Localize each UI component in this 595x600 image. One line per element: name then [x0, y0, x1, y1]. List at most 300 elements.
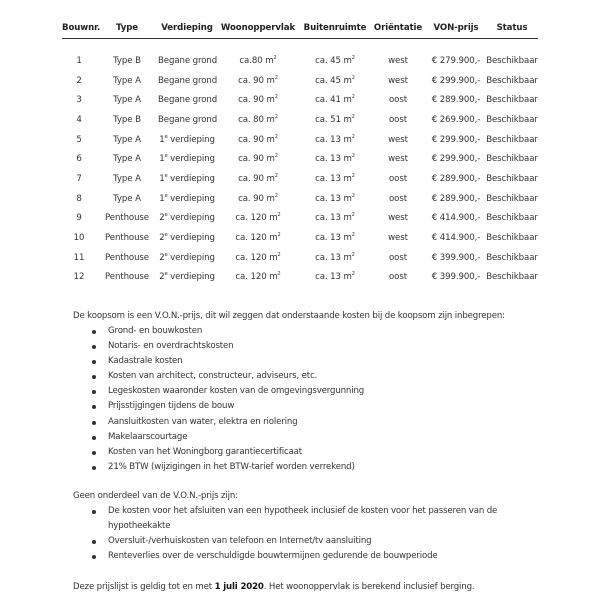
unit-superscript: 2	[351, 172, 355, 179]
unit-superscript: 2	[277, 271, 281, 278]
cell-von-prijs	[426, 189, 486, 209]
cell-verdieping	[158, 189, 216, 209]
list-item	[92, 384, 364, 399]
price-value: € 289.900,-	[431, 193, 481, 204]
cell-buitenruimte	[300, 71, 370, 91]
validity-suffix: . Het woonoppervlak is berekend inclusief berging.	[263, 582, 475, 592]
list-item-text: Kadastrale kosten	[108, 356, 183, 367]
status-value: Beschikbaar	[486, 272, 538, 283]
area-value: ca. 120 m	[235, 233, 278, 244]
cell-verdieping	[158, 149, 216, 169]
area-value: ca. 80 m	[238, 114, 275, 125]
list-item-text: Kosten van architect, constructeur, adviseurs, etc.	[108, 371, 318, 382]
list-item	[92, 324, 364, 339]
header-von-prijs: VON-prijs	[426, 18, 486, 39]
outdoor-value: ca. 51 m	[315, 114, 352, 125]
floor-suffix: e	[164, 172, 168, 179]
area-value: ca. 90 m	[238, 75, 275, 86]
cell-von-prijs	[426, 39, 486, 71]
floor-number: 1	[159, 154, 165, 165]
bouwnr-value: 9	[76, 213, 82, 224]
bullet-icon	[92, 375, 96, 379]
cell-bouwnr	[62, 71, 96, 91]
orientation-value: west	[388, 75, 408, 86]
list-item-text: Grond- en bouwkosten	[108, 326, 203, 336]
status-value: Beschikbaar	[486, 134, 538, 145]
header-type: Type	[96, 18, 158, 39]
table-row	[62, 228, 538, 248]
floor-label: verdieping	[167, 233, 215, 244]
cell-buitenruimte	[300, 169, 370, 189]
list-item-text: Kosten van het Woningborg garantiecertificaat	[108, 446, 303, 457]
area-value: ca. 90 m	[238, 154, 275, 165]
list-item-text: Notaris- en overdrachtskosten	[108, 341, 234, 352]
cell-bouwnr	[62, 169, 96, 189]
cell-buitenruimte	[300, 228, 370, 248]
floor-label: verdieping	[167, 252, 215, 263]
cell-verdieping	[158, 209, 216, 229]
area-value: ca. 90 m	[238, 95, 275, 106]
list-item	[92, 369, 364, 384]
price-value: € 414.900,-	[431, 213, 481, 224]
cell-status	[486, 189, 538, 209]
floor-number: 1	[159, 193, 165, 204]
bullet-icon	[92, 436, 96, 440]
unit-superscript: 2	[277, 232, 281, 239]
cell-status	[486, 110, 538, 130]
price-value: € 289.900,-	[431, 95, 481, 106]
price-value: € 399.900,-	[431, 272, 481, 283]
orientation-value: west	[388, 154, 408, 165]
cell-von-prijs	[426, 130, 486, 150]
unit-superscript: 2	[274, 192, 278, 199]
price-value: € 269.900,-	[431, 114, 481, 125]
cell-buitenruimte	[300, 130, 370, 150]
excluded-list	[92, 504, 497, 564]
bouwnr-value: 4	[76, 114, 82, 125]
cell-orientatie	[370, 268, 426, 288]
cell-bouwnr	[62, 39, 96, 71]
floor-label: Begane grond	[158, 55, 218, 66]
cell-status	[486, 209, 538, 229]
status-value: Beschikbaar	[486, 213, 538, 224]
cell-woonoppervlak	[216, 248, 300, 268]
status-value: Beschikbaar	[486, 154, 538, 165]
type-value: Penthouse	[105, 233, 149, 244]
type-value: Penthouse	[105, 252, 149, 263]
floor-number: 2	[159, 213, 165, 224]
list-item	[92, 339, 364, 354]
cell-orientatie	[370, 248, 426, 268]
floor-suffix: e	[164, 212, 168, 219]
unit-superscript: 2	[351, 54, 355, 61]
bullet-icon	[92, 405, 96, 409]
bullet-icon	[92, 540, 96, 544]
floor-suffix: e	[164, 232, 168, 239]
area-value: ca.80 m	[239, 55, 274, 66]
unit-superscript: 2	[351, 192, 355, 199]
status-value: Beschikbaar	[486, 75, 538, 86]
cell-woonoppervlak	[216, 90, 300, 110]
bouwnr-value: 6	[76, 154, 82, 165]
orientation-value: oost	[389, 95, 407, 106]
cell-verdieping	[158, 130, 216, 150]
outdoor-value: ca. 13 m	[315, 154, 352, 165]
cell-von-prijs	[426, 149, 486, 169]
cell-type	[96, 90, 158, 110]
table-row	[62, 268, 538, 288]
unit-superscript: 2	[351, 94, 355, 101]
orientation-value: west	[388, 213, 408, 224]
cell-orientatie	[370, 130, 426, 150]
cell-orientatie	[370, 90, 426, 110]
cell-bouwnr	[62, 110, 96, 130]
cell-orientatie	[370, 39, 426, 71]
included-intro: De koopsom is een V.O.N.-prijs, dit wil zeggen dat onderstaande kosten bij de koopsom zijn inbegrepen:	[73, 311, 505, 321]
cell-von-prijs	[426, 268, 486, 288]
bullet-icon	[92, 360, 96, 364]
list-item-text: Oversluit-/verhuiskosten van telefoon en Internet/tv aansluiting	[108, 536, 372, 547]
type-value: Penthouse	[105, 272, 149, 283]
list-item-text: Makelaarscourtage	[108, 431, 188, 442]
cell-type	[96, 189, 158, 209]
cell-status	[486, 39, 538, 71]
list-item-text-continued: hypotheekakte	[108, 521, 171, 532]
list-item	[92, 445, 364, 460]
cell-buitenruimte	[300, 209, 370, 229]
type-value: Penthouse	[105, 213, 149, 224]
outdoor-value: ca. 41 m	[315, 95, 352, 106]
table-row	[62, 130, 538, 150]
list-item	[92, 460, 364, 475]
table-row	[62, 149, 538, 169]
cell-status	[486, 130, 538, 150]
excluded-intro: Geen onderdeel van de V.O.N.-prijs zijn:	[73, 491, 238, 501]
cell-status	[486, 71, 538, 91]
unit-superscript: 2	[351, 74, 355, 81]
cell-woonoppervlak	[216, 209, 300, 229]
table-row	[62, 189, 538, 209]
price-table	[62, 18, 538, 287]
cell-von-prijs	[426, 169, 486, 189]
outdoor-value: ca. 13 m	[315, 193, 352, 204]
cell-status	[486, 228, 538, 248]
cell-verdieping	[158, 39, 216, 71]
cell-woonoppervlak	[216, 39, 300, 71]
cell-orientatie	[370, 189, 426, 209]
unit-superscript: 2	[351, 251, 355, 258]
included-list	[92, 324, 364, 475]
bouwnr-value: 8	[76, 193, 82, 204]
cell-buitenruimte	[300, 189, 370, 209]
cell-bouwnr	[62, 90, 96, 110]
bouwnr-value: 10	[73, 233, 85, 244]
outdoor-value: ca. 13 m	[315, 134, 352, 145]
header-status: Status	[486, 18, 538, 39]
floor-label: verdieping	[167, 213, 215, 224]
area-value: ca. 90 m	[238, 134, 275, 145]
list-item	[92, 534, 497, 549]
cell-status	[486, 90, 538, 110]
floor-label: Begane grond	[158, 114, 218, 125]
floor-label: verdieping	[167, 154, 215, 165]
cell-verdieping	[158, 248, 216, 268]
unit-superscript: 2	[351, 271, 355, 278]
cell-woonoppervlak	[216, 169, 300, 189]
cell-verdieping	[158, 228, 216, 248]
cell-buitenruimte	[300, 149, 370, 169]
cell-woonoppervlak	[216, 110, 300, 130]
unit-superscript: 2	[274, 74, 278, 81]
table-row	[62, 248, 538, 268]
floor-suffix: e	[164, 192, 168, 199]
type-value: Type A	[113, 75, 141, 86]
type-value: Type A	[113, 173, 141, 184]
cell-bouwnr	[62, 189, 96, 209]
bouwnr-value: 7	[76, 173, 82, 184]
status-value: Beschikbaar	[486, 95, 538, 106]
outdoor-value: ca. 13 m	[315, 233, 352, 244]
bouwnr-value: 2	[76, 75, 82, 86]
cell-type	[96, 228, 158, 248]
cell-type	[96, 130, 158, 150]
orientation-value: oost	[389, 252, 407, 263]
price-value: € 299.900,-	[431, 154, 481, 165]
floor-label: Begane grond	[158, 95, 218, 106]
cell-verdieping	[158, 90, 216, 110]
table-row	[62, 71, 538, 91]
cell-woonoppervlak	[216, 130, 300, 150]
header-buitenruimte: Buitenruimte	[300, 18, 370, 39]
floor-label: verdieping	[167, 134, 215, 145]
cell-bouwnr	[62, 228, 96, 248]
unit-superscript: 2	[274, 113, 278, 120]
list-item-text: Renteverlies over de verschuldigde bouwtermijnen gedurende de bouwperiode	[108, 551, 438, 562]
list-item	[92, 430, 364, 445]
floor-number: 2	[159, 233, 165, 244]
orientation-value: oost	[389, 173, 407, 184]
type-value: Type A	[113, 134, 141, 145]
cell-status	[486, 169, 538, 189]
bullet-icon	[92, 451, 96, 455]
type-value: Type B	[113, 55, 141, 66]
cell-status	[486, 149, 538, 169]
area-value: ca. 120 m	[235, 252, 278, 263]
floor-number: 2	[159, 252, 165, 263]
status-value: Beschikbaar	[486, 233, 538, 244]
cell-woonoppervlak	[216, 268, 300, 288]
cell-woonoppervlak	[216, 228, 300, 248]
unit-superscript: 2	[351, 153, 355, 160]
area-value: ca. 120 m	[235, 272, 278, 283]
price-value: € 399.900,-	[431, 252, 481, 263]
cell-von-prijs	[426, 90, 486, 110]
bouwnr-value: 11	[73, 252, 85, 263]
header-woonoppervlak: Woonoppervlak	[216, 18, 300, 39]
cell-bouwnr	[62, 209, 96, 229]
validity-text	[73, 582, 474, 592]
table-row	[62, 90, 538, 110]
price-value: € 414.900,-	[431, 233, 481, 244]
status-value: Beschikbaar	[486, 252, 538, 263]
orientation-value: oost	[389, 114, 407, 125]
outdoor-value: ca. 45 m	[315, 55, 352, 66]
table-row	[62, 209, 538, 229]
bullet-icon	[92, 555, 96, 559]
price-value: € 299.900,-	[431, 75, 481, 86]
cell-status	[486, 248, 538, 268]
table-row	[62, 39, 538, 71]
table-row	[62, 110, 538, 130]
bullet-icon	[92, 421, 96, 425]
header-bouwnr: Bouwnr.	[62, 18, 96, 39]
cell-type	[96, 71, 158, 91]
list-item-text: Legeskosten waaronder kosten van de omgevingsvergunning	[108, 386, 365, 397]
cell-orientatie	[370, 71, 426, 91]
bullet-icon	[92, 466, 96, 470]
cell-type	[96, 39, 158, 71]
table-body	[62, 39, 538, 288]
floor-suffix: e	[164, 133, 168, 140]
unit-superscript: 2	[274, 153, 278, 160]
list-item	[92, 415, 364, 430]
type-value: Type A	[113, 154, 141, 165]
floor-suffix: e	[164, 153, 168, 160]
unit-superscript: 2	[351, 113, 355, 120]
cell-verdieping	[158, 169, 216, 189]
status-value: Beschikbaar	[486, 55, 538, 66]
floor-number: 1	[159, 134, 165, 145]
floor-label: Begane grond	[158, 75, 218, 86]
orientation-value: oost	[389, 193, 407, 204]
price-value: € 289.900,-	[431, 173, 481, 184]
outdoor-value: ca. 13 m	[315, 213, 352, 224]
cell-buitenruimte	[300, 110, 370, 130]
cell-von-prijs	[426, 248, 486, 268]
orientation-value: oost	[389, 272, 407, 283]
cell-bouwnr	[62, 268, 96, 288]
cell-status	[486, 268, 538, 288]
cell-von-prijs	[426, 228, 486, 248]
unit-superscript: 2	[351, 212, 355, 219]
cell-buitenruimte	[300, 90, 370, 110]
cell-buitenruimte	[300, 39, 370, 71]
header-verdieping: Verdieping	[158, 18, 216, 39]
header-orientatie: Oriëntatie	[370, 18, 426, 39]
cell-orientatie	[370, 209, 426, 229]
bullet-icon	[92, 330, 96, 334]
bullet-icon	[92, 510, 96, 514]
bullet-icon	[92, 345, 96, 349]
unit-superscript: 2	[277, 251, 281, 258]
cell-type	[96, 209, 158, 229]
list-item-text: Aansluitkosten van water, elektra en riolering	[108, 416, 298, 427]
cell-orientatie	[370, 228, 426, 248]
price-value: € 279.900,-	[431, 55, 481, 66]
bouwnr-value: 5	[76, 134, 82, 145]
cell-type	[96, 248, 158, 268]
cell-von-prijs	[426, 71, 486, 91]
orientation-value: west	[388, 233, 408, 244]
floor-number: 1	[159, 173, 165, 184]
type-value: Type A	[113, 95, 141, 106]
unit-superscript: 2	[277, 212, 281, 219]
outdoor-value: ca. 13 m	[315, 173, 352, 184]
unit-superscript: 2	[274, 94, 278, 101]
table-row	[62, 169, 538, 189]
cell-type	[96, 169, 158, 189]
cell-type	[96, 110, 158, 130]
cell-verdieping	[158, 110, 216, 130]
cell-bouwnr	[62, 248, 96, 268]
area-value: ca. 90 m	[238, 173, 275, 184]
list-item-text: Prijsstijgingen tijdens de bouw	[108, 401, 235, 412]
cell-orientatie	[370, 169, 426, 189]
cell-type	[96, 149, 158, 169]
floor-label: verdieping	[167, 173, 215, 184]
unit-superscript: 2	[351, 232, 355, 239]
cell-buitenruimte	[300, 248, 370, 268]
unit-superscript: 2	[273, 54, 277, 61]
list-item	[92, 399, 364, 414]
outdoor-value: ca. 45 m	[315, 75, 352, 86]
cell-woonoppervlak	[216, 71, 300, 91]
area-value: ca. 90 m	[238, 193, 275, 204]
price-table-wrap	[62, 18, 538, 287]
status-value: Beschikbaar	[486, 173, 538, 184]
orientation-value: west	[388, 134, 408, 145]
cell-bouwnr	[62, 130, 96, 150]
bouwnr-value: 1	[76, 55, 82, 66]
cell-woonoppervlak	[216, 149, 300, 169]
list-item	[92, 549, 497, 564]
list-item	[92, 354, 364, 369]
type-value: Type A	[113, 193, 141, 204]
area-value: ca. 120 m	[235, 213, 278, 224]
cell-von-prijs	[426, 209, 486, 229]
floor-label: verdieping	[167, 272, 215, 283]
cell-verdieping	[158, 268, 216, 288]
unit-superscript: 2	[274, 133, 278, 140]
cell-orientatie	[370, 149, 426, 169]
validity-prefix: Deze prijslijst is geldig tot en met	[73, 582, 215, 592]
list-item	[92, 504, 497, 534]
unit-superscript: 2	[351, 133, 355, 140]
outdoor-value: ca. 13 m	[315, 272, 352, 283]
floor-number: 2	[159, 272, 165, 283]
orientation-value: west	[388, 55, 408, 66]
cell-von-prijs	[426, 110, 486, 130]
validity-date: 1 juli 2020	[214, 582, 264, 592]
cell-woonoppervlak	[216, 189, 300, 209]
list-item-text: De kosten voor het afsluiten van een hypotheek inclusief de kosten voor het passeren van de	[108, 506, 498, 516]
list-item-text: 21% BTW (wijzigingen in het BTW-tarief worden verrekend)	[108, 461, 355, 472]
status-value: Beschikbaar	[486, 114, 538, 125]
floor-suffix: e	[164, 271, 168, 278]
price-value: € 299.900,-	[431, 134, 481, 145]
bouwnr-value: 3	[76, 95, 82, 106]
cell-verdieping	[158, 71, 216, 91]
cell-buitenruimte	[300, 268, 370, 288]
bouwnr-value: 12	[73, 272, 85, 283]
floor-suffix: e	[164, 251, 168, 258]
cell-type	[96, 268, 158, 288]
bullet-icon	[92, 390, 96, 394]
status-value: Beschikbaar	[486, 193, 538, 204]
table-header-row	[62, 18, 538, 39]
unit-superscript: 2	[274, 172, 278, 179]
floor-label: verdieping	[167, 193, 215, 204]
